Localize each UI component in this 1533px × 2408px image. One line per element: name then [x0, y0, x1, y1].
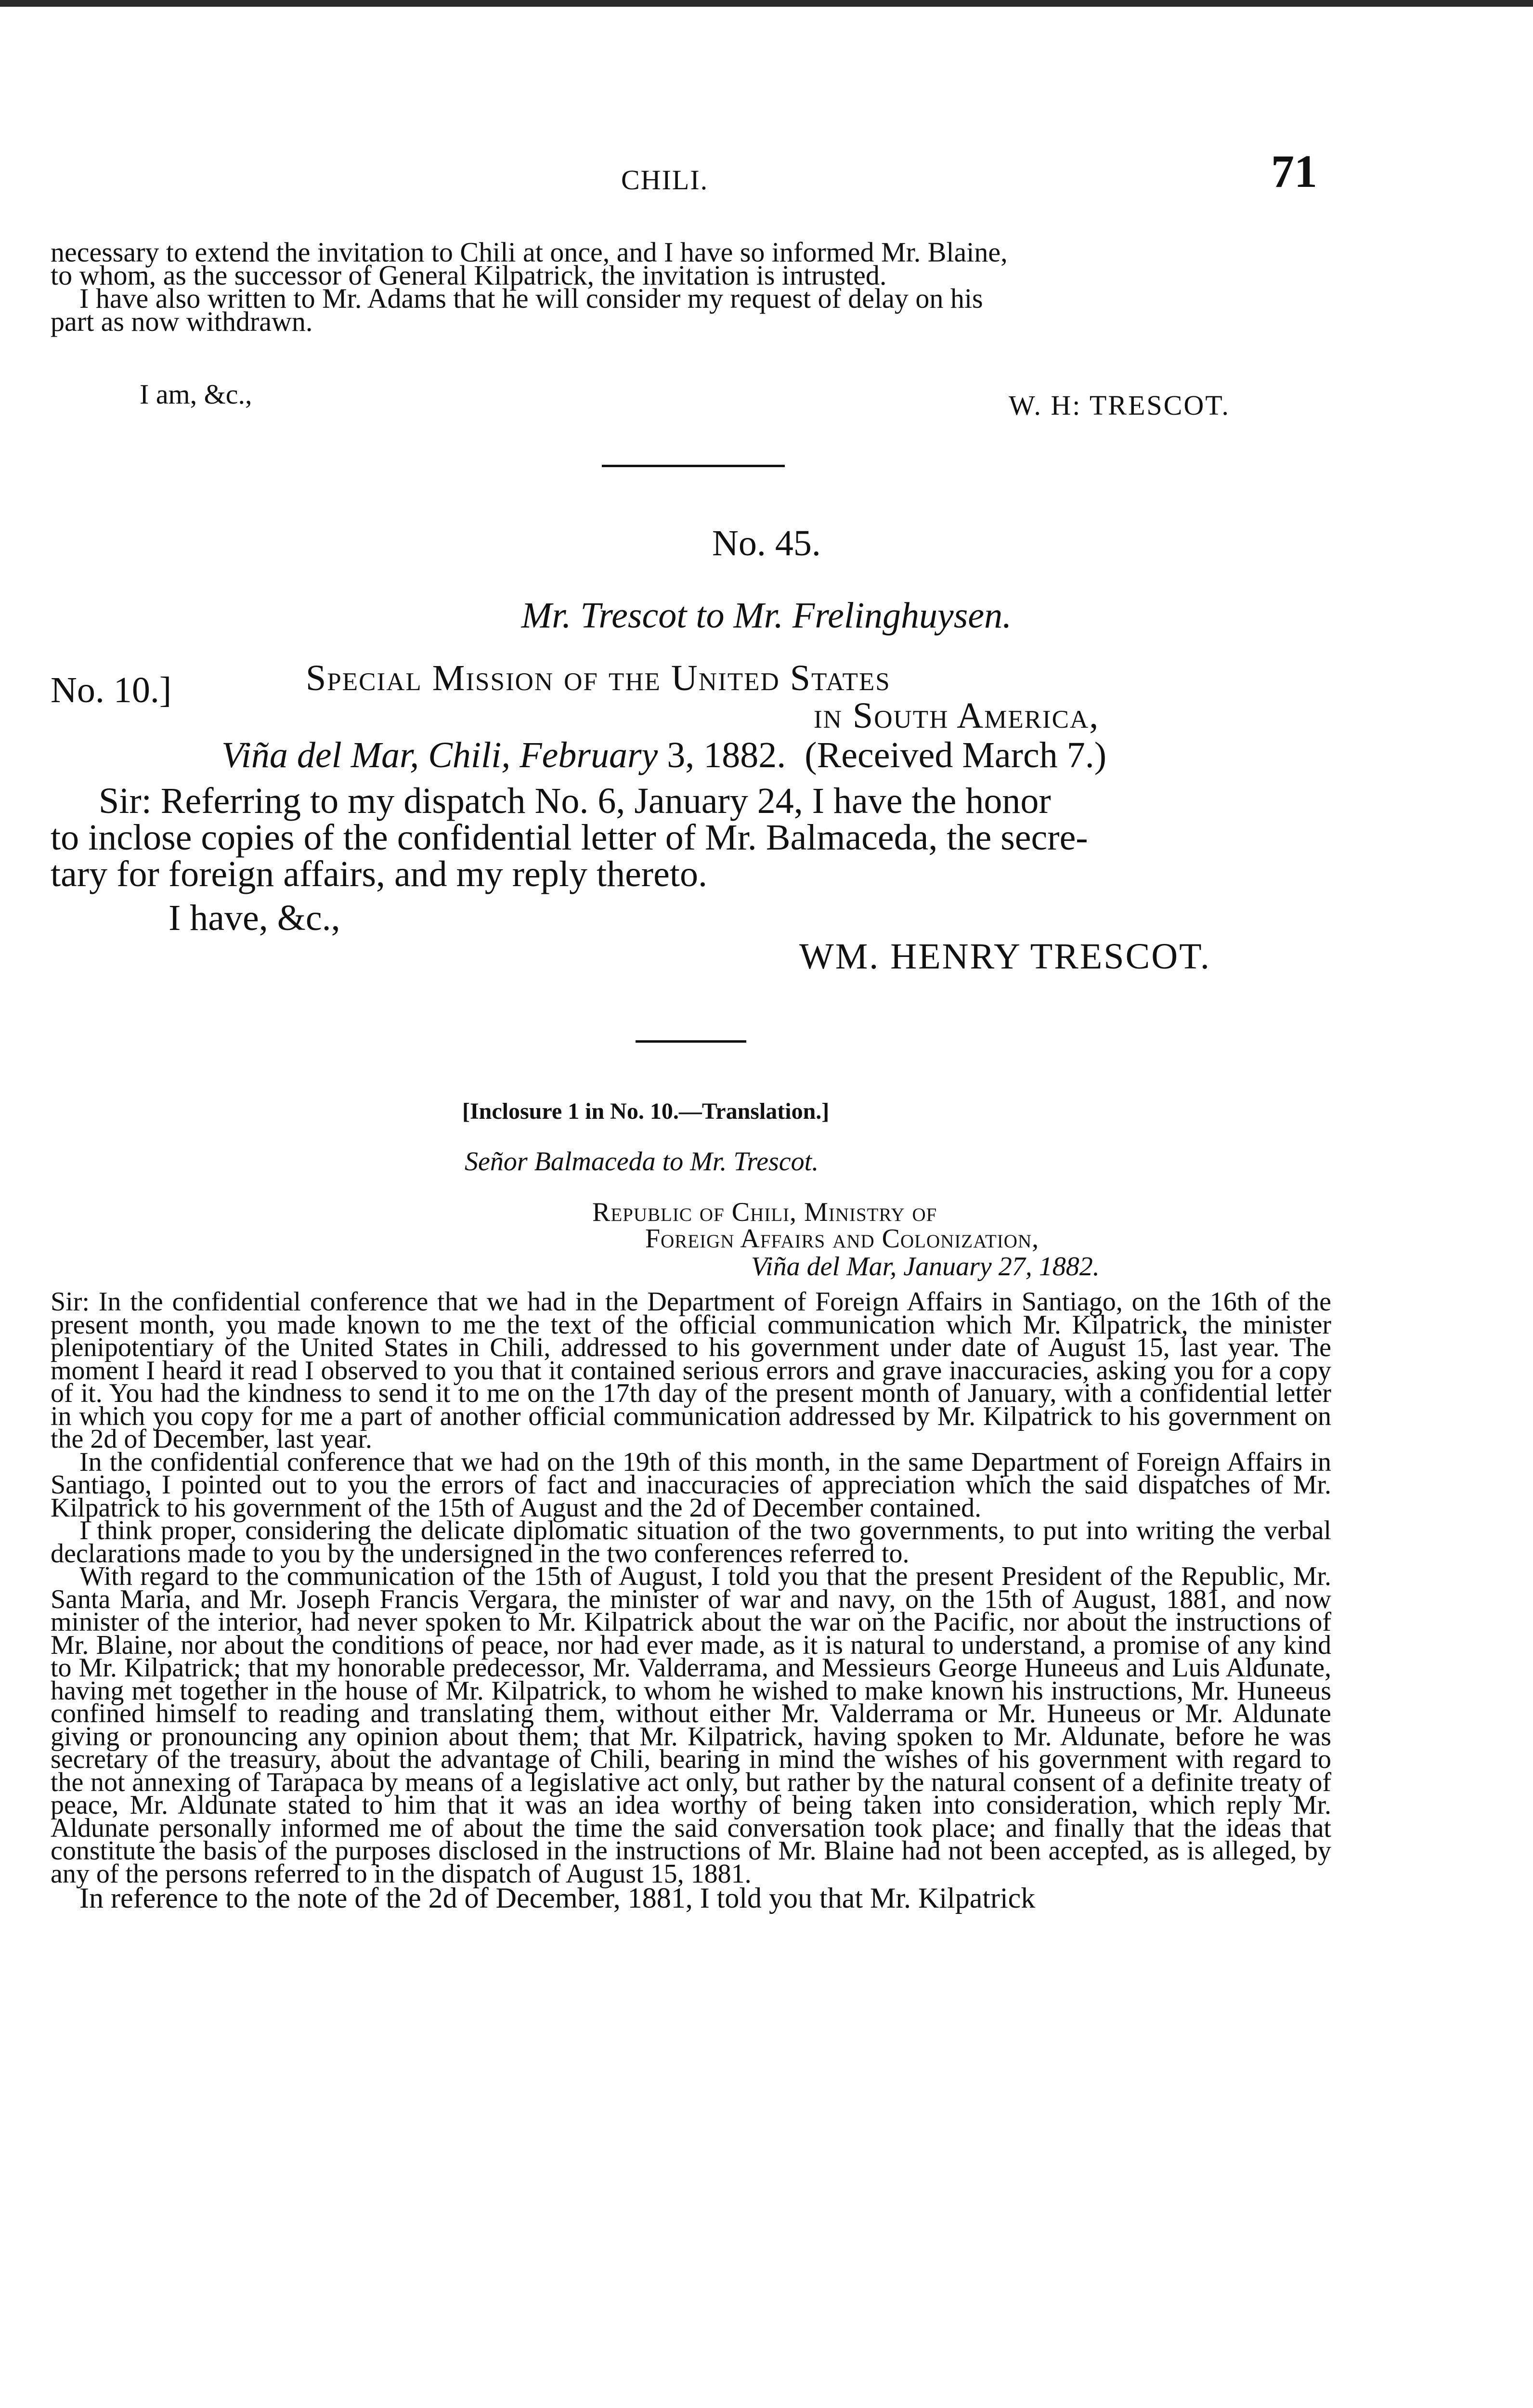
- document-number: No. 45.: [712, 523, 821, 563]
- page-top-edge: [0, 0, 1533, 7]
- top-letter-line: I have also written to Mr. Adams that he will consider my request of delay on his: [79, 283, 983, 314]
- inclosure-paragraph: In reference to the note of the 2d of December, 1881, I told you that Mr. Kilpatrick: [79, 1882, 1036, 1914]
- inclosure-paragraph: In the confidential conference that we had on the 19th of this month, in the same Department of Foreign Affairs in Santiago, I pointed out to you the errors of fact and inaccuracies of appreciation which the said dispatches of Mr. Kilpatrick to his government of the 15th of August and the 2d of December contained.: [51, 1447, 1331, 1523]
- dateline-date: 3, 1882.: [667, 735, 786, 775]
- running-head: CHILI.: [621, 164, 709, 196]
- dispatch-line: to inclose copies of the confidential letter of Mr. Balmaceda, the secre-: [51, 817, 1088, 858]
- inclosure-paragraph: With regard to the communication of the 15th of August, I told you that the present President of the Republic, Mr. Santa Maria, and Mr. Joseph Francis Vergara, the minister of war and navy, on the 15th of August, 1881, and now minister of the interior, had never spoken to Mr. Kilpatrick about the war on the Pacific, nor about the instructions of Mr. Blaine, nor about the conditions of peace, nor had ever made, as it is natural to understand, a promise of any kind to Mr. Kilpatrick; that my honorable predecessor, Mr. Valderrama, and Messieurs George Huneeus and Luis Aldunate, having met together in the house of Mr. Kilpatrick, to whom he wished to make known his instructions, Mr. Huneeus confined himself to reading and translating them, without either Mr. Valderrama or Mr. Huneeus or Mr. Aldunate giving or pronouncing any opinion about them; that Mr. Kilpatrick, having spoken to Mr. Aldunate, before he was secretary of the treasury, about the advantage of Chili, bearing in mind the wishes of his government with regard to the not annexing of Tarapaca by means of a legislative act only, but rather by the natural consent of a definite treaty of peace, Mr. Aldunate stated to him that it was an idea worthy of being taken into consideration, which reply Mr. Aldunate personally informed me of about the time the said conversation took place; and finally that the ideas that constitute the basis of the purposes disclosed in the instructions of Mr. Blaine had not been accepted, as is alleged, by any of the persons referred to in the dispatch of August 15, 1881.: [51, 1561, 1331, 1889]
- top-letter-text: [51, 236, 1336, 337]
- inclosure-title: Señor Balmaceda to Mr. Trescot.: [465, 1147, 819, 1177]
- document-title: Mr. Trescot to Mr. Frelinghuysen.: [521, 595, 1012, 636]
- top-letter-line: necessary to extend the invitation to Chili at once, and I have so informed Mr. Blaine,: [51, 236, 1008, 268]
- inclosure-label: [Inclosure 1 in No. 10.—Translation.]: [462, 1099, 830, 1124]
- dateline-place: Viña del Mar, Chili, February: [221, 735, 658, 775]
- top-letter-line: to whom, as the successor of General Kilpatrick, the invitation is intrusted.: [51, 260, 887, 291]
- mission-heading-1: Special Mission of the United States: [306, 658, 891, 698]
- dispatch-signature: WM. HENRY TRESCOT.: [799, 936, 1211, 977]
- section-divider: [602, 465, 785, 467]
- top-letter-signature: W. H: TRESCOT.: [1009, 390, 1230, 421]
- dispatch-line: tary for foreign affairs, and my reply thereto.: [51, 854, 707, 894]
- address-line-1: Republic of Chili, Ministry of: [592, 1197, 937, 1227]
- page-number: 71: [1271, 145, 1317, 197]
- dispatch-line: Sir: Referring to my dispatch No. 6, January 24, I have the honor: [99, 781, 1051, 821]
- top-letter-closing: I am, &c.,: [140, 379, 252, 410]
- received-note: (Received March 7.): [805, 735, 1106, 775]
- top-letter-line: part as now withdrawn.: [51, 306, 313, 337]
- address-line-2: Foreign Affairs and Colonization,: [645, 1224, 1039, 1254]
- inclosure-body: [51, 1287, 1331, 1914]
- address-line-3: Viña del Mar, January 27, 1882.: [751, 1252, 1100, 1282]
- dispatch-ref: No. 10.]: [51, 670, 172, 710]
- dispatch-body: [51, 783, 1331, 892]
- section-divider: [636, 1040, 746, 1043]
- inclosure-paragraph: I think proper, considering the delicate diplomatic situation of the two governments, to put into writing the verbal declarations made to you by the undersigned in the two conferences referred to.: [51, 1516, 1331, 1569]
- inclosure-paragraph: Sir: In the confidential conference that we had in the Department of Foreign Affairs in Santiago, on the 16th of the present month, you made known to me the text of the official communication which Mr. Kilpatrick, the minister plenipotentiary of the United States in Chili, addressed to his government under date of August 15, last year. The moment I heard it read I observed to you that it contained serious errors and grave inaccuracies, asking you for a copy of it. You had the kindness to send it to me on the 17th day of the present month of January, with a confidential letter in which you copy for me a part of another official communication addressed by Mr. Kilpatrick to his government on the 2d of December, last year.: [51, 1287, 1331, 1454]
- dispatch-closing: I have, &c.,: [169, 898, 340, 938]
- mission-heading-2: in South America,: [814, 695, 1100, 736]
- dispatch-dateline: [221, 737, 1106, 773]
